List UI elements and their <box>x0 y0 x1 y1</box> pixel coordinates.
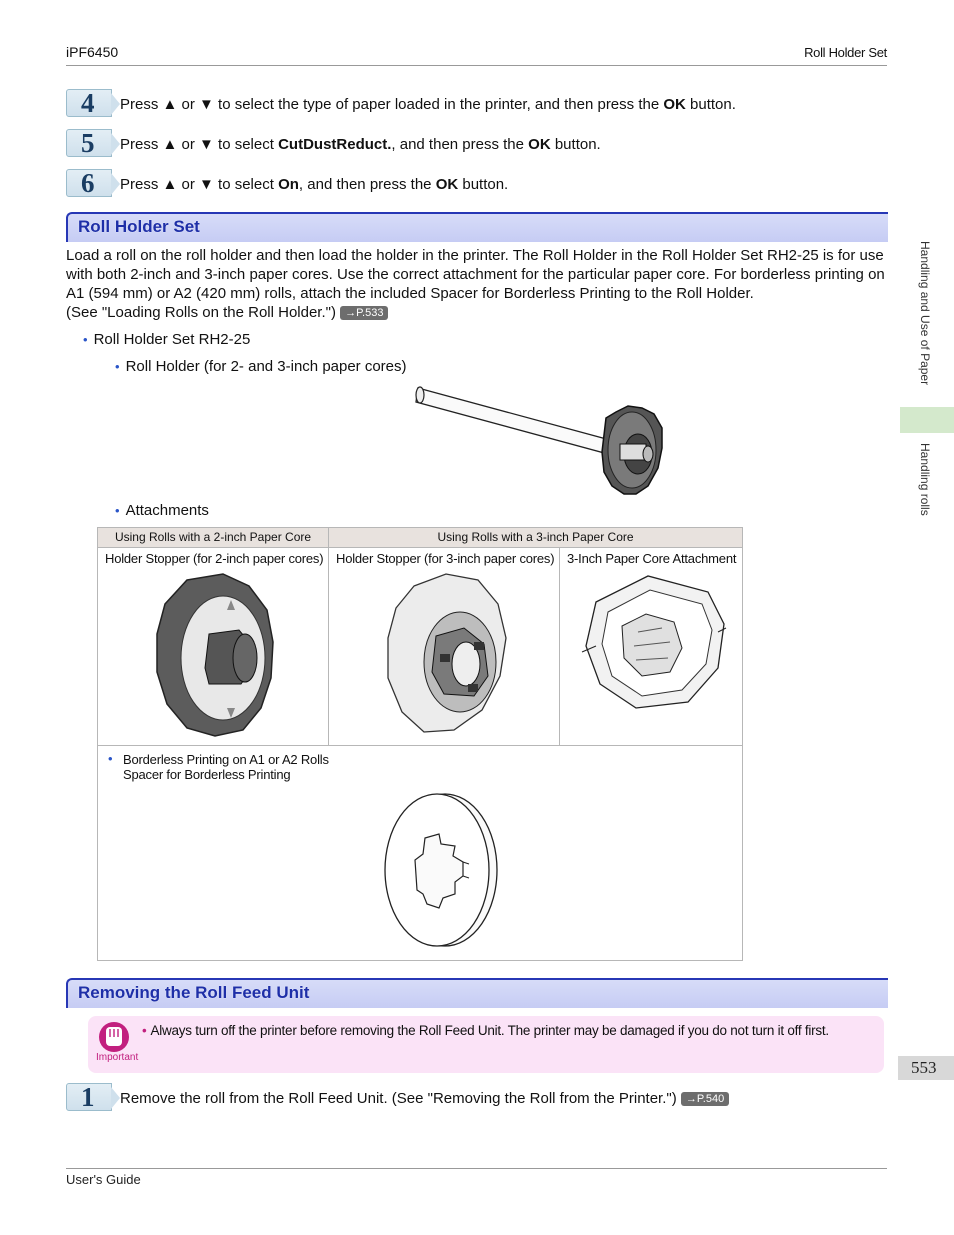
bullet-dot: • <box>108 751 113 766</box>
cell-label: Holder Stopper (for 2-inch paper cores) <box>105 551 324 566</box>
spacer-label <box>105 752 738 782</box>
holder-stopper-3inch-image <box>384 572 508 737</box>
sidebar-marker <box>900 407 954 433</box>
bullet-dot: • <box>115 503 120 518</box>
bullet-dot: • <box>142 1023 147 1038</box>
page-number: 553 <box>898 1056 954 1080</box>
spacer-line1: Borderless Printing on A1 or A2 Rolls <box>123 752 329 767</box>
spacer-line2: Spacer for Borderless Printing <box>123 767 291 782</box>
holder-stopper-2inch-image <box>153 572 277 737</box>
step-number: 4 <box>66 89 112 117</box>
step-4 <box>66 89 888 119</box>
cell-label: 3-Inch Paper Core Attachment <box>567 551 737 566</box>
header-section: Roll Holder Set <box>804 45 887 60</box>
step-number: 5 <box>66 129 112 157</box>
bullet-attachments: • Attachments <box>115 502 209 519</box>
important-label: Important <box>96 1052 139 1063</box>
attachments-table <box>97 527 743 961</box>
table-cell-holder-stopper-3inch <box>329 548 560 746</box>
page-ref-link[interactable]: →P.540 <box>681 1092 729 1106</box>
footer-divider <box>66 1168 887 1169</box>
table-cell-3inch-core-attachment <box>560 548 743 746</box>
step-text: Remove the roll from the Roll Feed Unit. (See "Removing the Roll from the Printer.") →P.540 <box>120 1090 729 1107</box>
step-5 <box>66 129 888 159</box>
bullet-dot: • <box>83 332 88 347</box>
core-attachment-image <box>578 572 728 712</box>
important-text: • Always turn off the printer before removing the Roll Feed Unit. The printer may be damaged if you do not turn it off first. <box>142 1023 829 1038</box>
step-text: Press ▲ or ▼ to select CutDustReduct., and then press the OK button. <box>120 136 601 153</box>
step-6 <box>66 169 888 199</box>
section-heading-roll-holder-set <box>66 212 888 242</box>
table-header-3inch: Using Rolls with a 3-inch Paper Core <box>329 528 743 548</box>
page-ref-link[interactable]: →P.533 <box>340 306 388 320</box>
roll-holder-illustration <box>410 378 670 498</box>
step-number: 1 <box>66 1083 112 1111</box>
step-number: 6 <box>66 169 112 197</box>
sidebar-chapter[interactable]: Handling and Use of Paper <box>918 241 932 386</box>
bullet-roll-holder: • Roll Holder (for 2- and 3-inch paper cores) <box>115 358 407 375</box>
bullet-dot: • <box>115 359 120 374</box>
header-divider <box>66 65 887 66</box>
section-heading-removing-roll-feed <box>66 978 888 1008</box>
step-1-remove-roll <box>66 1083 888 1113</box>
cell-label: Holder Stopper (for 3-inch paper cores) <box>336 551 555 566</box>
important-note <box>88 1016 884 1073</box>
section-title: Removing the Roll Feed Unit <box>78 983 310 1002</box>
bullet-roll-holder-set: • Roll Holder Set RH2-25 <box>83 331 251 348</box>
table-cell-holder-stopper-2inch <box>98 548 329 746</box>
footer-title: User's Guide <box>66 1172 141 1187</box>
intro-paragraph: Load a roll on the roll holder and then load the holder in the printer. The Roll Holder in the Roll Holder Set RH2-25 is for use with both 2-inch and 3-inch paper cores. Use the correct attachment for the particular paper core. For borderless printing on A1 (594 mm) or A2 (420 mm) rolls, attach the included Spacer for Borderless Printing to the Roll Holder. (See "Loading Rolls on the Roll Holder.") →P.533 <box>66 247 885 321</box>
sidebar-topic[interactable]: Handling rolls <box>918 443 932 516</box>
section-title: Roll Holder Set <box>78 217 200 236</box>
table-cell-spacer <box>98 746 743 961</box>
spacer-borderless-image <box>383 790 501 950</box>
step-text: Press ▲ or ▼ to select the type of paper loaded in the printer, and then press the OK button. <box>120 96 736 113</box>
table-header-2inch: Using Rolls with a 2-inch Paper Core <box>98 528 329 548</box>
step-text: Press ▲ or ▼ to select On, and then press the OK button. <box>120 176 509 193</box>
header-product: iPF6450 <box>66 44 119 60</box>
